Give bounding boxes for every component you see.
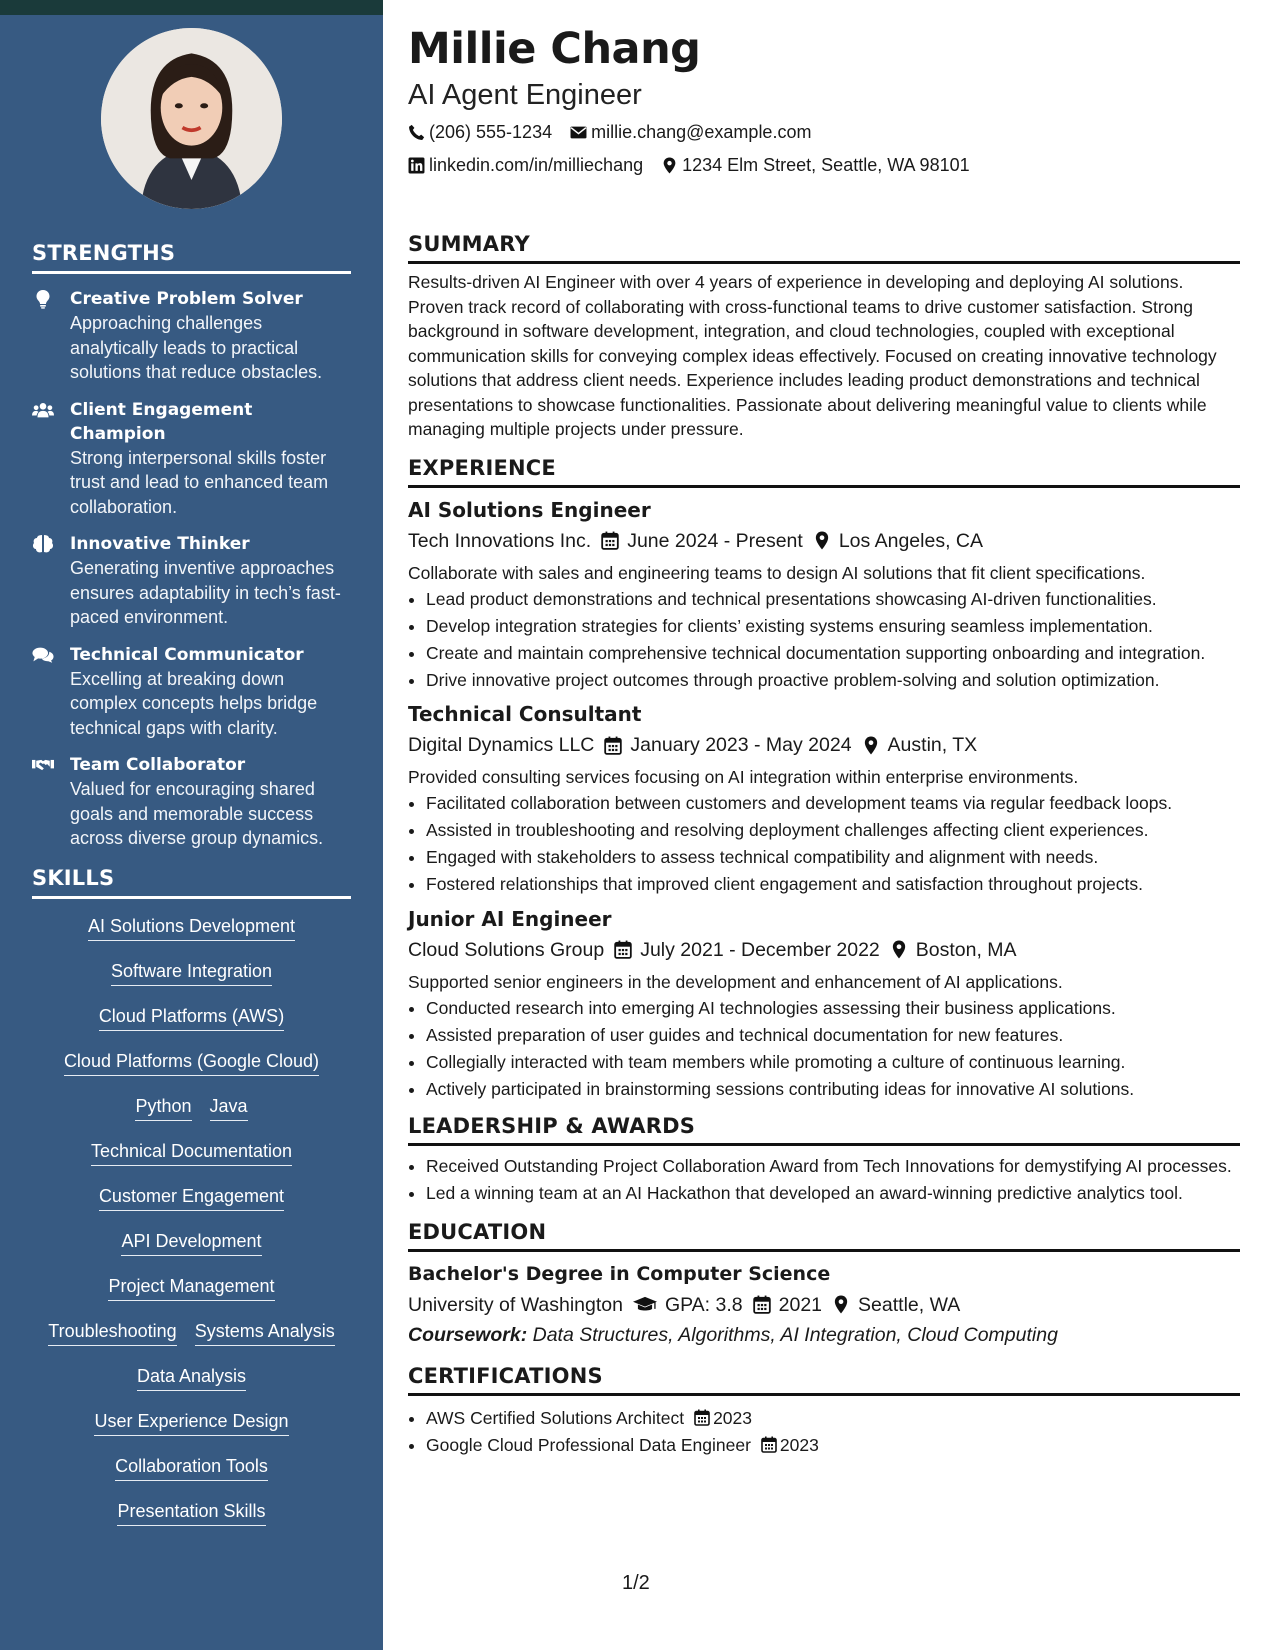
map-pin-icon xyxy=(890,940,908,959)
skill-tag: Presentation Skills xyxy=(117,1500,265,1526)
job-dates-meta xyxy=(604,732,851,758)
skill-row xyxy=(32,1455,351,1500)
skill-tag: Data Analysis xyxy=(137,1365,246,1391)
strength-title: Team Collaborator xyxy=(70,755,246,775)
job-dates: July 2021 - December 2022 xyxy=(640,938,880,961)
skill-tag: API Development xyxy=(121,1230,261,1256)
job-bullet: • Facilitated collaboration between customers and development teams via regular feedback loops. xyxy=(426,791,1240,816)
coursework xyxy=(408,1322,1240,1348)
job-location: Austin, TX xyxy=(887,734,978,756)
skill-tag: Systems Analysis xyxy=(195,1320,335,1346)
graduation-year-meta xyxy=(753,1292,822,1318)
map-pin-icon xyxy=(661,157,678,174)
gpa-meta xyxy=(633,1292,743,1318)
email-address[interactable]: millie.chang@example.com xyxy=(591,122,812,142)
strength-title: Creative Problem Solver xyxy=(70,289,303,309)
job-title: Technical Consultant xyxy=(408,702,642,726)
calendar-icon xyxy=(614,940,632,959)
experience-section xyxy=(408,456,1240,1102)
strength-description: Generating inventive approaches ensures adaptability in tech’s fast-paced environment. xyxy=(70,558,341,627)
job-meta xyxy=(408,937,1240,963)
skill-row xyxy=(32,1185,351,1230)
strength-item xyxy=(32,287,351,385)
job-bullet: • Assisted preparation of user guides and technical documentation for new features. xyxy=(426,1023,1240,1048)
job-bullet: • Drive innovative project outcomes through proactive problem-solving and solution optimization. xyxy=(426,668,1240,693)
candidate-title: AI Agent Engineer xyxy=(408,79,642,111)
job-description: Provided consulting services focusing on AI integration within enterprise environments. xyxy=(408,767,1079,787)
skill-tag: Troubleshooting xyxy=(48,1320,176,1346)
strength-title: Technical Communicator xyxy=(70,644,304,665)
street-address: 1234 Elm Street, Seattle, WA 98101 xyxy=(682,155,970,175)
skill-row xyxy=(32,915,351,960)
company-name: Cloud Solutions Group xyxy=(408,938,605,961)
contact-row xyxy=(408,120,1240,145)
email-contact[interactable] xyxy=(570,122,811,143)
job-bullet: • Collegially interacted with team members while promoting a culture of continuous learning. xyxy=(426,1050,1240,1075)
job-entry xyxy=(408,906,1240,1102)
job-description: Collaborate with sales and engineering teams to design AI solutions that fit client specifications. xyxy=(408,562,1146,583)
job-title: AI Solutions Engineer xyxy=(408,497,651,522)
skill-tag: AI Solutions Development xyxy=(88,915,295,941)
skill-row xyxy=(32,1410,351,1455)
strength-description: Excelling at breaking down complex concepts helps bridge technical gaps with clarity. xyxy=(70,668,318,738)
summary-section xyxy=(408,232,1240,442)
skill-row xyxy=(32,1275,351,1320)
awards-heading: LEADERSHIP & AWARDS xyxy=(408,1114,1240,1146)
awards-section xyxy=(408,1114,1240,1206)
phone-contact xyxy=(408,122,552,143)
certification-year: 2023 xyxy=(779,1434,819,1455)
job-location: Boston, MA xyxy=(915,938,1017,961)
skill-tag: Java xyxy=(210,1095,248,1121)
strengths-section xyxy=(32,241,351,851)
skill-row xyxy=(32,960,351,1005)
job-bullet: • Develop integration strategies for clients’ existing systems ensuring seamless implementation. xyxy=(426,614,1240,639)
strength-item xyxy=(32,532,351,630)
calendar-icon xyxy=(753,1295,771,1314)
skill-tag: Python xyxy=(135,1095,191,1121)
certification-name: • Google Cloud Professional Data Engineer xyxy=(426,1434,751,1455)
strength-description: Approaching challenges analytically leads to practical solutions that reduce obstacles. xyxy=(70,313,323,382)
candidate-name: Millie Chang xyxy=(408,24,701,74)
coursework-label: Coursework: xyxy=(408,1323,528,1346)
certifications-heading: CERTIFICATIONS xyxy=(408,1364,1240,1396)
skills-section xyxy=(32,866,351,1545)
skill-row xyxy=(32,1050,351,1095)
graduation-year: 2021 xyxy=(778,1293,823,1316)
awards-list xyxy=(408,1154,1240,1206)
award-item: • Led a winning team at an AI Hackathon that developed an award-winning predictive analytics tool. xyxy=(426,1181,1240,1206)
award-item: • Received Outstanding Project Collaboration Award from Tech Innovations for demystifying AI processes. xyxy=(426,1154,1240,1179)
skill-tag: User Experience Design xyxy=(94,1410,288,1436)
linkedin-url[interactable]: linkedin.com/in/milliechang xyxy=(429,155,644,175)
education-meta xyxy=(408,1292,1240,1318)
degree-title: Bachelor's Degree in Computer Science xyxy=(408,1262,831,1285)
job-dates-meta xyxy=(614,937,880,963)
map-pin-icon xyxy=(813,531,831,550)
linkedin-contact[interactable] xyxy=(408,155,643,176)
calendar-icon xyxy=(761,1436,777,1453)
skill-row xyxy=(32,1500,351,1545)
strength-item xyxy=(32,753,351,851)
company-name: Digital Dynamics LLC xyxy=(408,734,595,756)
summary-heading: SUMMARY xyxy=(408,232,1240,264)
job-bullet: • Conducted research into emerging AI technologies assessing their business applications. xyxy=(426,996,1240,1021)
strength-title: Innovative Thinker xyxy=(70,534,250,554)
job-location-meta xyxy=(890,937,1017,963)
phone-icon xyxy=(408,124,425,141)
job-location: Los Angeles, CA xyxy=(838,529,984,552)
job-entry xyxy=(408,497,1240,693)
job-location-meta xyxy=(862,732,978,758)
skill-tag: Collaboration Tools xyxy=(115,1455,268,1481)
calendar-icon xyxy=(601,531,619,550)
job-entry xyxy=(408,701,1240,897)
skill-tag: Software Integration xyxy=(111,960,272,986)
strength-title: Client Engagement Champion xyxy=(70,399,253,444)
coursework-list: Data Structures, Algorithms, AI Integration, Cloud Computing xyxy=(532,1323,1058,1346)
skill-tag: Cloud Platforms (Google Cloud) xyxy=(64,1050,319,1076)
job-meta xyxy=(408,528,1240,554)
page-number: 1/2 xyxy=(622,1572,650,1594)
job-bullet: • Assisted in troubleshooting and resolving deployment challenges affecting client experiences. xyxy=(426,818,1240,843)
job-bullets xyxy=(408,587,1240,693)
sidebar-top-bar xyxy=(0,0,383,15)
skills-heading: SKILLS xyxy=(32,866,351,899)
skill-tag: Cloud Platforms (AWS) xyxy=(99,1005,284,1031)
skill-tag: Customer Engagement xyxy=(99,1185,284,1211)
calendar-icon xyxy=(694,1409,710,1426)
linkedin-icon xyxy=(408,157,425,174)
phone-number: (206) 555-1234 xyxy=(429,122,553,142)
job-dates: January 2023 - May 2024 xyxy=(630,734,852,756)
job-location-meta xyxy=(813,528,983,554)
calendar-icon xyxy=(604,736,622,755)
job-dates-meta xyxy=(601,528,803,554)
strength-item xyxy=(32,643,351,741)
certifications-section xyxy=(408,1364,1240,1458)
certification-year: 2023 xyxy=(713,1407,753,1428)
strength-item xyxy=(32,398,351,520)
skill-tag: Project Management xyxy=(108,1275,274,1301)
job-dates: June 2024 - Present xyxy=(627,529,803,552)
job-title: Junior AI Engineer xyxy=(408,906,612,931)
education-heading: EDUCATION xyxy=(408,1220,1240,1252)
strength-description: Strong interpersonal skills foster trust and lead to enhanced team collaboration. xyxy=(70,447,329,517)
users-icon xyxy=(32,398,70,520)
lightbulb-icon xyxy=(32,287,70,385)
job-bullet: • Fostered relationships that improved client engagement and satisfaction throughout projects. xyxy=(426,872,1240,897)
school-name: University of Washington xyxy=(408,1293,623,1316)
skill-row xyxy=(32,1365,351,1410)
job-bullets xyxy=(408,996,1240,1102)
gpa-value: GPA: 3.8 xyxy=(664,1293,743,1316)
education-section xyxy=(408,1220,1240,1348)
skill-row xyxy=(32,1005,351,1050)
job-list xyxy=(408,497,1240,1102)
job-bullet: • Lead product demonstrations and technical presentations showcasing AI-driven functionalities. xyxy=(426,587,1240,612)
skill-row xyxy=(32,1230,351,1275)
certification-item xyxy=(426,1406,1240,1431)
contact-row xyxy=(408,153,1240,178)
skill-row xyxy=(32,1095,351,1140)
summary-text: Results-driven AI Engineer with over 4 years of experience in developing and deploying AI solutions. Proven track record of collaborating with cross-functional teams to drive customer satisfaction. Strong background in software development, integration, and cloud technologies, coupled with exceptional communication skills for conveying complex ideas effectively. Focused on creating innovative technology solutions that address client needs. Experience includes leading product demonstrations and technical presentations to showcase functionalities. Passionate about delivering meaningful value to clients while managing multiple projects under pressure. xyxy=(408,272,1217,439)
certifications-list xyxy=(408,1406,1240,1458)
skills-list xyxy=(32,915,351,1545)
strengths-heading: STRENGTHS xyxy=(32,241,351,274)
skill-row xyxy=(32,1320,351,1365)
job-bullet: • Create and maintain comprehensive technical documentation supporting onboarding and integration. xyxy=(426,641,1240,666)
address-contact xyxy=(661,155,970,176)
job-description: Supported senior engineers in the development and enhancement of AI applications. xyxy=(408,971,1063,992)
profile-photo-image xyxy=(101,28,282,209)
job-bullet: • Engaged with stakeholders to assess technical compatibility and alignment with needs. xyxy=(426,845,1240,870)
graduation-cap-icon xyxy=(633,1295,657,1314)
skill-tag: Technical Documentation xyxy=(91,1140,292,1166)
sidebar xyxy=(0,0,383,1650)
profile-photo xyxy=(101,28,282,209)
map-pin-icon xyxy=(832,1295,850,1314)
main-content xyxy=(408,0,1240,1460)
company-name: Tech Innovations Inc. xyxy=(408,529,592,552)
experience-heading: EXPERIENCE xyxy=(408,456,1240,488)
skill-row xyxy=(32,1140,351,1185)
strength-description: Valued for encouraging shared goals and memorable success across diverse group dynamics. xyxy=(70,779,324,848)
certification-item xyxy=(426,1433,1240,1458)
school-location-meta xyxy=(832,1292,960,1318)
job-bullet: • Actively participated in brainstorming sessions contributing ideas for innovative AI solutions. xyxy=(426,1077,1240,1102)
comments-icon xyxy=(32,643,70,741)
handshake-icon xyxy=(32,753,70,851)
job-meta xyxy=(408,732,1240,758)
school-location: Seattle, WA xyxy=(858,1293,961,1316)
certification-name: • AWS Certified Solutions Architect xyxy=(426,1407,685,1428)
job-bullets xyxy=(408,791,1240,897)
envelope-icon xyxy=(570,124,587,141)
brain-icon xyxy=(32,532,70,630)
map-pin-icon xyxy=(862,736,880,755)
